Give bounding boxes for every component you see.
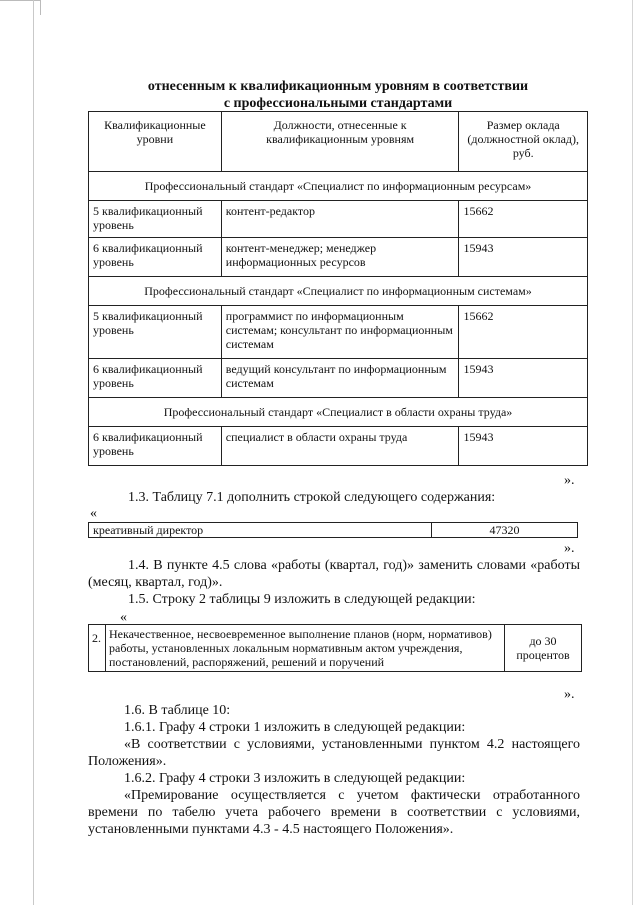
standard-title: Профессиональный стандарт «Специалист по информационным ресурсам»: [89, 172, 588, 201]
page-edge-line: [632, 0, 633, 905]
positions-cell: контент-редактор: [221, 201, 459, 238]
table-row: [89, 306, 588, 359]
table-7-1-row: [88, 522, 578, 538]
position-name-cell: креативный директор: [89, 523, 432, 538]
item-1-5: 1.5. Строку 2 таблицы 9 изложить в следующей редакции:: [128, 592, 476, 607]
standard-row: [89, 398, 588, 427]
table-heading: [88, 78, 588, 112]
positions-cell: специалист в области охраны труда: [221, 427, 459, 466]
level-cell: 5 квалификационный уровень: [89, 306, 222, 359]
item-1-4: 1.4. В пункте 4.5 слова «работы (квартал, год)» заменить словами «работы (месяц, квартал, год)».: [88, 558, 580, 590]
item-1-6-1-text: «В соответствии с условиями, установленными пунктом 4.2 настоящего Положения».: [88, 737, 580, 769]
close-quote: ».: [564, 473, 575, 488]
row-value-cell: до 30 процентов: [505, 625, 582, 672]
table-row: [89, 238, 588, 277]
salary-cell: 15662: [459, 306, 588, 359]
qualification-table: [88, 111, 588, 466]
item-1-3: 1.3. Таблицу 7.1 дополнить строкой следующего содержания:: [128, 490, 496, 505]
open-quote: «: [120, 610, 127, 625]
heading-line-1: отнесенным к квалификационным уровням в соответствии: [147, 79, 529, 94]
positions-cell: контент-менеджер; менеджер информационных ресурсов: [221, 238, 459, 277]
scan-corner-mark: [0, 0, 41, 15]
header-levels: Квалификационные уровни: [89, 112, 222, 172]
item-1-6-1: 1.6.1. Графу 4 строки 1 изложить в следующей редакции:: [124, 720, 466, 735]
level-cell: 6 квалификационный уровень: [89, 238, 222, 277]
item-1-6: 1.6. В таблице 10:: [124, 703, 231, 718]
salary-cell: 15662: [459, 201, 588, 238]
row-number-cell: 2.: [89, 625, 106, 672]
positions-cell: программист по информационным системам; консультант по информационным системам: [221, 306, 459, 359]
row-text-cell: Некачественное, несвоевременное выполнение планов (норм, нормативов) работы, установленных локальным нормативным актом учреждения, постановлений, распоряжений, решений и поручений: [106, 625, 505, 672]
standard-title: Профессиональный стандарт «Специалист в области охраны труда»: [89, 398, 588, 427]
table-header-row: [89, 112, 588, 172]
table-row: [89, 625, 582, 672]
standard-title: Профессиональный стандарт «Специалист по информационным системам»: [89, 277, 588, 306]
close-quote: ».: [564, 687, 575, 702]
standard-row: [89, 172, 588, 201]
level-cell: 5 квалификационный уровень: [89, 201, 222, 238]
close-quote: ».: [564, 541, 575, 556]
salary-cell: 47320: [432, 523, 578, 538]
standard-row: [89, 277, 588, 306]
item-1-6-2-text: «Премирование осуществляется с учетом фактически отработанного времени по табелю учета рабочего времени в соответствии с условиями, установленными пунктами 4.3 - 4.5 настоящего Положения».: [88, 788, 580, 837]
table-row: [89, 523, 578, 538]
salary-cell: 15943: [459, 238, 588, 277]
open-quote: «: [90, 506, 97, 521]
heading-line-2: с профессиональными стандартами: [223, 96, 453, 111]
item-1-6-2: 1.6.2. Графу 4 строки 3 изложить в следующей редакции:: [124, 771, 466, 786]
salary-cell: 15943: [459, 359, 588, 398]
level-cell: 6 квалификационный уровень: [89, 427, 222, 466]
header-salary: Размер оклада (должностной оклад), руб.: [459, 112, 588, 172]
level-cell: 6 квалификационный уровень: [89, 359, 222, 398]
table-row: [89, 427, 588, 466]
table-9-row-2: [88, 624, 582, 672]
salary-cell: 15943: [459, 427, 588, 466]
table-row: [89, 359, 588, 398]
table-row: [89, 201, 588, 238]
header-positions: Должности, отнесенные к квалификационным уровням: [221, 112, 459, 172]
page-margin-line: [33, 0, 34, 905]
positions-cell: ведущий консультант по информационным системам: [221, 359, 459, 398]
